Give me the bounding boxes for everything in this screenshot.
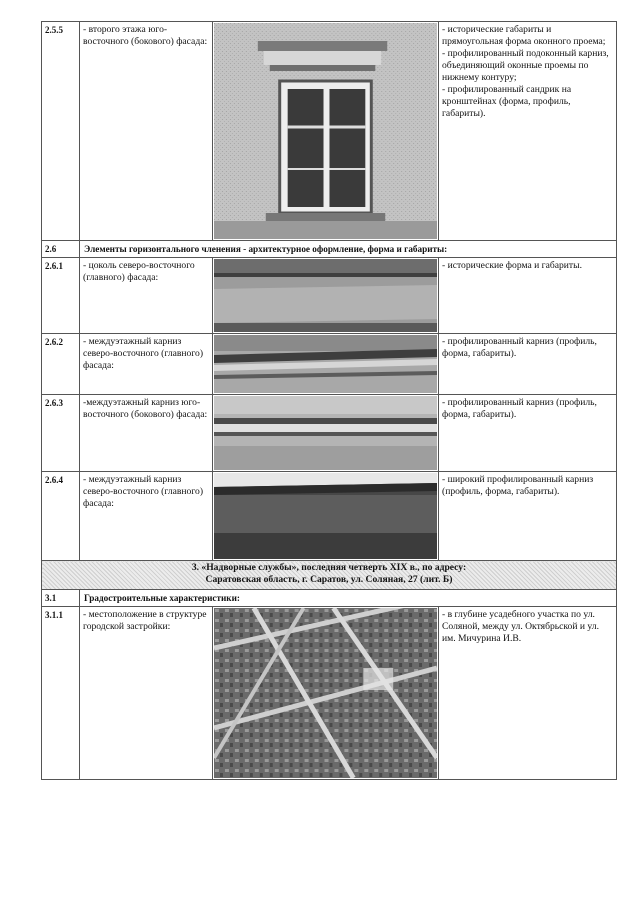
row-notes: - широкий профилированный карниз (профиль, форма, габариты). <box>439 472 617 561</box>
section-title: Градостроительные характеристики: <box>80 590 617 607</box>
section-number: 3.1 <box>42 590 80 607</box>
photo-cell <box>213 258 439 334</box>
cornice-photo <box>214 396 437 470</box>
row-notes: - в глубине усадебного участка по ул. Соляной, между ул. Октябрьской и ул. им. Мичурина И.В. <box>439 607 617 780</box>
row-notes: - профилированный карниз (профиль, форма, габариты). <box>439 395 617 472</box>
row-notes: - исторические габариты и прямоугольная форма оконного проема; - профилированный подоконный карниз, объединяющий оконные проемы по нижнему контуру; - профилированный сандрик на кронштейнах (форма, профиль, габариты). <box>439 22 617 241</box>
row-description: - местоположение в структуре городской застройки: <box>80 607 213 780</box>
table-row <box>42 395 617 472</box>
section-header <box>42 241 617 258</box>
photo-cell <box>213 22 439 241</box>
row-notes: - профилированный карниз (профиль, форма, габариты). <box>439 334 617 395</box>
table-row <box>42 607 617 780</box>
row-description: -междуэтажный карниз юго-восточного (бокового) фасада: <box>80 395 213 472</box>
row-number: 2.6.1 <box>42 258 80 334</box>
row-number: 2.6.4 <box>42 472 80 561</box>
table-row <box>42 22 617 241</box>
row-description: - второго этажа юго-восточного (бокового) фасада: <box>80 22 213 241</box>
row-description: - междуэтажный карниз северо-восточного (главного) фасада: <box>80 334 213 395</box>
photo-cell <box>213 334 439 395</box>
row-number: 3.1.1 <box>42 607 80 780</box>
row-number: 2.6.2 <box>42 334 80 395</box>
photo-cell <box>213 472 439 561</box>
section-number: 2.6 <box>42 241 80 258</box>
photo-cell <box>213 395 439 472</box>
section-banner <box>42 561 617 590</box>
cornice-photo <box>214 473 437 559</box>
row-number: 2.6.3 <box>42 395 80 472</box>
section-title: Элементы горизонтального членения - архитектурное оформление, форма и габариты: <box>80 241 617 258</box>
row-notes: - исторические форма и габариты. <box>439 258 617 334</box>
table-row <box>42 334 617 395</box>
banner-cell <box>42 561 617 590</box>
row-number: 2.5.5 <box>42 22 80 241</box>
banner-line-1: 3. «Надворные службы», последняя четверть XIX в., по адресу: <box>191 562 467 573</box>
cornice-photo <box>214 335 437 393</box>
banner-line-2: Саратовская область, г. Саратов, ул. Соляная, 27 (лит. Б) <box>205 574 453 585</box>
plinth-photo <box>214 259 437 332</box>
row-description: - междуэтажный карниз северо-восточного (главного) фасада: <box>80 472 213 561</box>
row-description: - цоколь северо-восточного (главного) фасада: <box>80 258 213 334</box>
aerial-map-photo <box>214 608 437 778</box>
table-row <box>42 258 617 334</box>
photo-cell <box>213 607 439 780</box>
section-header <box>42 590 617 607</box>
table-row <box>42 472 617 561</box>
document-table <box>41 21 617 780</box>
window-photo <box>214 23 437 239</box>
